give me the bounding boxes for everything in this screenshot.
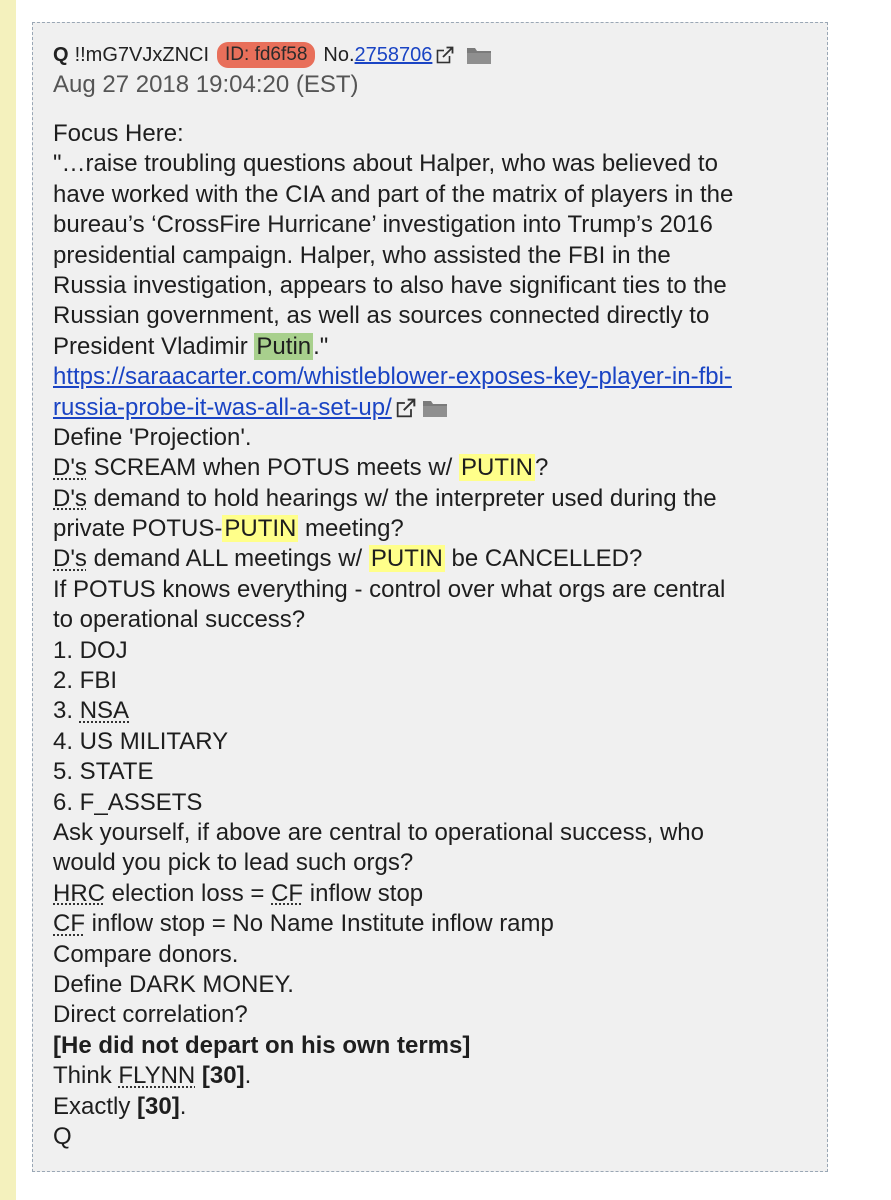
text-segment: private POTUS- [53,515,223,543]
body-line [53,909,823,939]
body-line: to operational success? [53,606,306,634]
list-item: 6. F_ASSETS [53,788,203,816]
text-segment: . [179,1092,187,1120]
body-line [53,453,823,483]
text-segment: demand to hold hearings w/ the interpreter used during the [86,484,717,512]
abbreviation[interactable]: D's [53,545,87,573]
external-link-icon[interactable] [396,398,416,418]
bold-segment: [30] [195,1062,245,1090]
post-body [53,119,823,1152]
text-segment: Exactly [53,1092,138,1120]
body-line: Compare donors. [53,940,239,968]
abbreviation[interactable]: D's [53,454,87,482]
list-item: 2. FBI [53,667,118,695]
text-segment: be CANCELLED? [444,545,643,573]
body-line [53,332,823,362]
body-line [53,544,823,574]
bold-segment: [30] [137,1092,180,1120]
post-header [53,40,492,70]
body-line: presidential campaign. Halper, who assisted the FBI in the [53,241,671,269]
text-segment: inflow stop = No Name Institute inflow ramp [85,910,554,938]
poster-tripcode: !!mG7VJxZNCI [74,43,210,66]
folder-icon[interactable] [422,398,448,418]
post-timestamp: Aug 27 2018 19:04:20 (EST) [53,71,359,98]
body-line: "…raise troubling questions about Halper, who was believed to [53,150,718,178]
highlight-putin: Putin [256,332,312,360]
article-link-continued[interactable]: russia-probe-it-was-all-a-set-up/ [53,393,392,421]
post-number-label: No. [323,43,355,66]
body-line [53,393,823,423]
body-line: Russian government, as well as sources connected directly to [53,302,710,330]
body-line: If POTUS knows everything - control over what orgs are central [53,575,726,603]
page-margin [846,0,891,1200]
body-line: Direct correlation? [53,1001,248,1029]
external-link-icon[interactable] [436,46,454,64]
highlight-putin: PUTIN [461,454,534,482]
abbreviation[interactable]: D's [53,484,87,512]
text-segment: inflow stop [303,879,424,907]
abbreviation[interactable]: NSA [79,697,130,725]
text-segment: ." [313,332,329,360]
body-line: have worked with the CIA and part of the matrix of players in the [53,180,734,208]
body-line: Focus Here: [53,120,184,147]
poster-id-badge[interactable]: ID: fd6f58 [217,42,315,68]
list-item: 5. STATE [53,758,154,786]
highlight-putin: PUTIN [224,515,297,543]
text-segment: . [244,1062,252,1090]
post-signature: Q [53,1122,72,1150]
body-line: Ask yourself, if above are central to operational success, who [53,818,704,846]
text-segment: demand ALL meetings w/ [86,545,369,573]
body-line [53,879,823,909]
abbreviation[interactable]: CF [271,879,304,907]
abbreviation[interactable]: HRC [53,879,105,907]
article-link[interactable]: https://saraacarter.com/whistleblower-exposes-key-player-in-fbi- [53,363,732,391]
abbreviation[interactable]: FLYNN [118,1062,196,1090]
body-line-bold: [He did not depart on his own terms] [53,1031,471,1059]
left-stripe [0,0,16,1200]
body-line: bureau’s ‘CrossFire Hurricane’ investigation into Trump’s 2016 [53,211,713,239]
post-number-link[interactable]: 2758706 [354,43,433,66]
folder-icon[interactable] [466,45,492,65]
body-line [53,514,823,544]
body-line [53,484,823,514]
body-line: Define DARK MONEY. [53,970,294,998]
list-item [53,696,823,726]
text-segment: 3. [53,697,80,725]
post-container [32,22,828,1172]
abbreviation[interactable]: CF [53,910,85,938]
highlight-putin: PUTIN [370,545,443,573]
body-line [53,1061,823,1091]
text-segment: Think [53,1062,119,1090]
body-line [53,1092,823,1122]
body-line: Russia investigation, appears to also have significant ties to the [53,271,727,299]
text-segment: meeting? [298,515,404,543]
text-segment: SCREAM when POTUS meets w/ [86,454,460,482]
list-item: 4. US MILITARY [53,727,229,755]
text-segment: election loss = [105,879,272,907]
list-item: 1. DOJ [53,636,128,664]
body-line [53,362,823,392]
poster-name: Q [53,43,69,66]
text-segment: ? [535,454,549,482]
text-segment: President Vladimir [53,332,255,360]
body-line: would you pick to lead such orgs? [53,849,414,877]
body-line: Define 'Projection'. [53,423,252,451]
